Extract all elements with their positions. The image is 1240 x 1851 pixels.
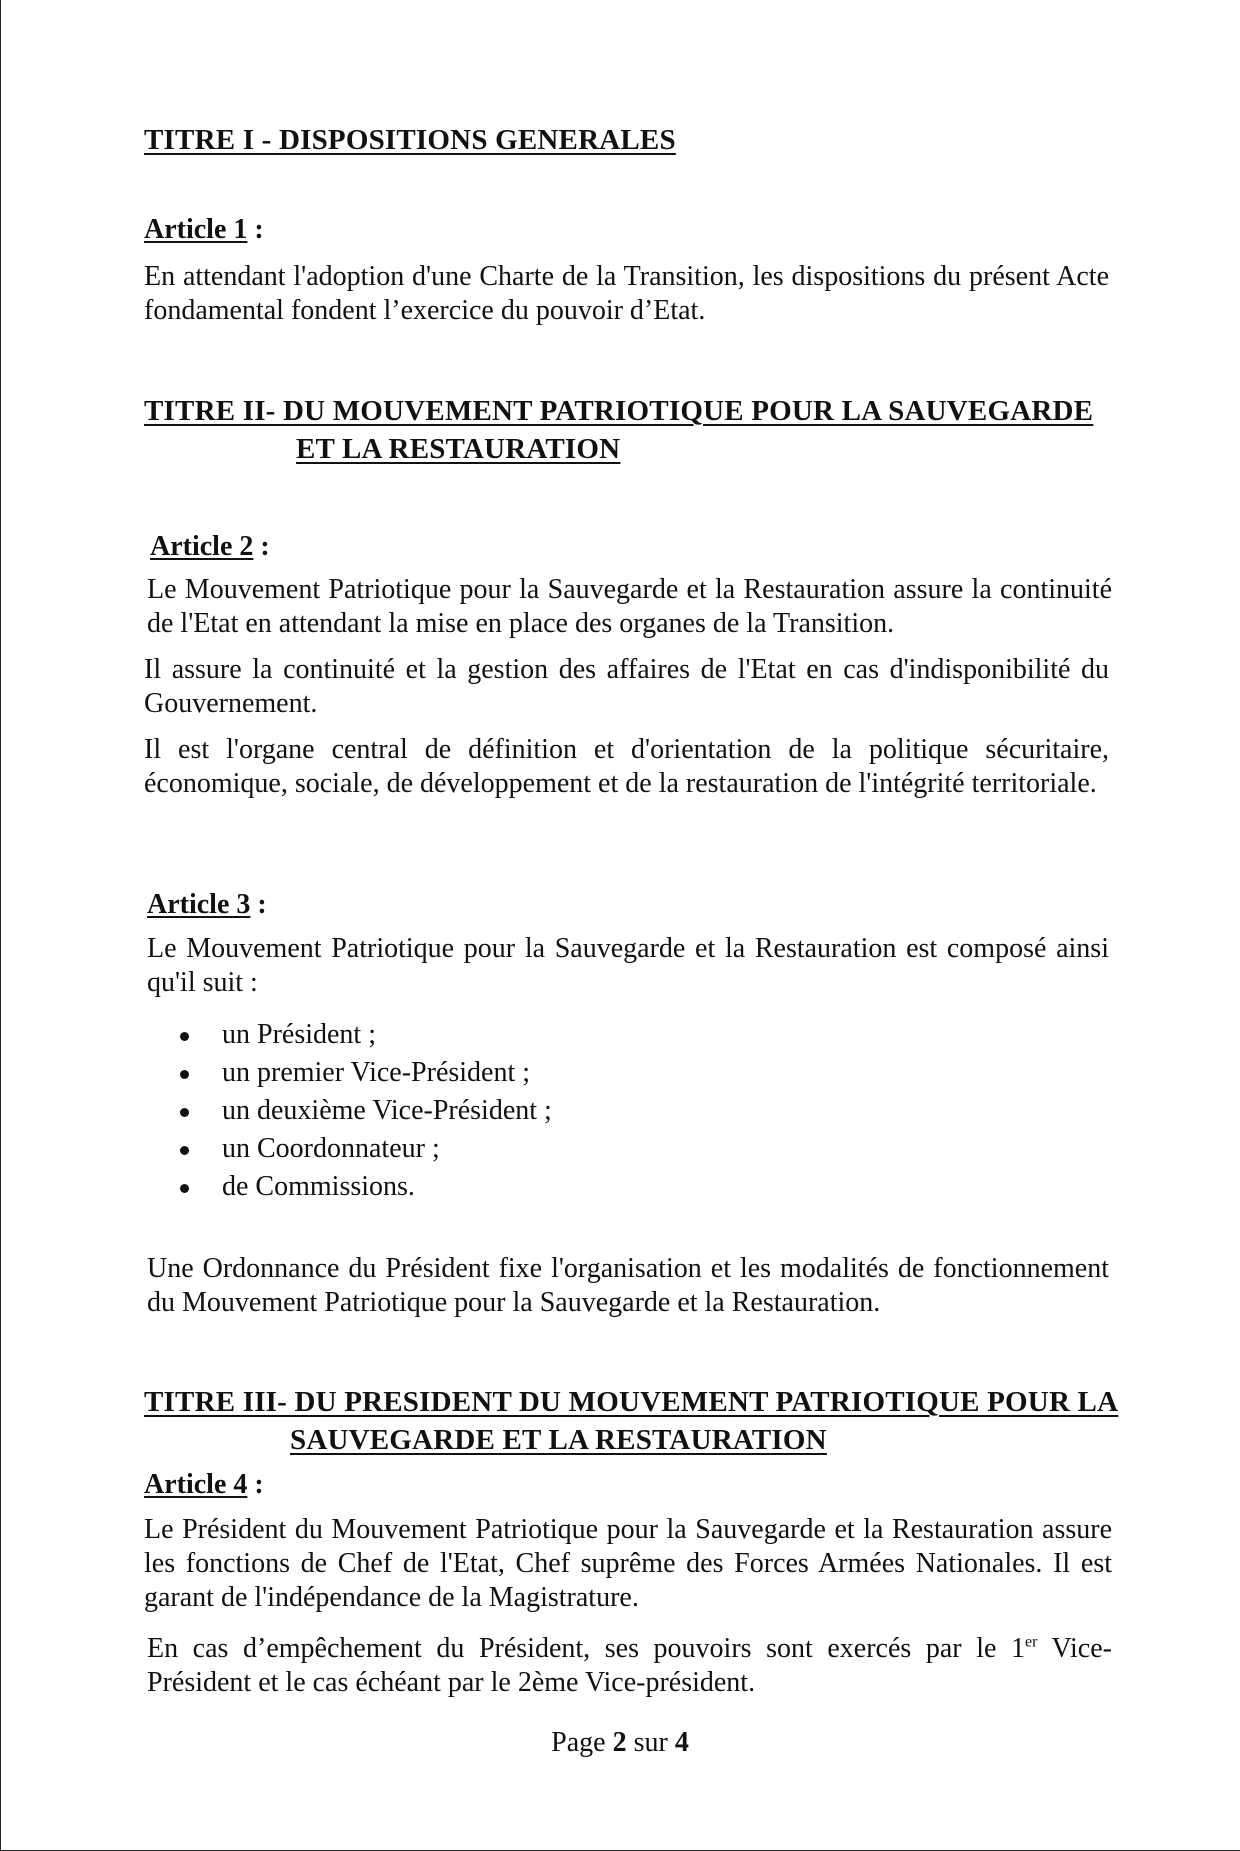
titre-1-heading bbox=[144, 121, 676, 159]
article-4-paragraph-2 bbox=[147, 1632, 1112, 1700]
article-2-colon: : bbox=[253, 531, 270, 562]
article-2-paragraph-1: Le Mouvement Patriotique pour la Sauvegarde et la Restauration assure la continuité de l'Etat en attendant la mise en place des organes de la Transition. bbox=[147, 574, 1112, 639]
article-1-label: Article 1 bbox=[144, 214, 248, 245]
article-2-label: Article 2 bbox=[150, 531, 254, 562]
article-4-p2-before: En cas d’empêchement du Président, ses pouvoirs sont exercés par le 1 bbox=[147, 1633, 1025, 1664]
titre-2-line-2: ET LA RESTAURATION bbox=[296, 433, 621, 465]
article-3-paragraph-1: Le Mouvement Patriotique pour la Sauvegarde et la Restauration est composé ainsi qu'il suit : bbox=[147, 933, 1109, 998]
article-3-composition-list bbox=[176, 1016, 976, 1206]
titre-3-heading bbox=[144, 1383, 1119, 1459]
article-4-paragraph-1: Le Président du Mouvement Patriotique pour la Sauvegarde et la Restauration assure les fonctions de Chef de l'Etat, Chef suprême des Forces Armées Nationales. Il est garant de l'indépendance de la Magistrature. bbox=[144, 1514, 1112, 1613]
footer-page-number: 2 bbox=[612, 1727, 627, 1758]
list-item: un premier Vice-Président ; bbox=[176, 1054, 976, 1092]
article-4-heading bbox=[144, 1468, 264, 1502]
article-4-p2-superscript: er bbox=[1024, 1633, 1038, 1651]
page-footer bbox=[0, 1726, 1240, 1760]
article-2-paragraph-2: Il assure la continuité et la gestion des affaires de l'Etat en cas d'indisponibilité du Gouvernement. bbox=[144, 654, 1109, 719]
article-2-heading bbox=[150, 530, 270, 564]
list-item: un Coordonnateur ; bbox=[176, 1130, 976, 1168]
footer-prefix: Page bbox=[551, 1727, 613, 1758]
article-4-colon: : bbox=[247, 1469, 264, 1500]
article-1-colon: : bbox=[247, 214, 264, 245]
article-3-paragraph-2: Une Ordonnance du Président fixe l'organisation et les modalités de fonctionnement du Mouvement Patriotique pour la Sauvegarde et la Restauration. bbox=[147, 1253, 1109, 1318]
titre-2-heading bbox=[144, 392, 1114, 468]
list-item: un deuxième Vice-Président ; bbox=[176, 1092, 976, 1130]
titre-3-line-1: TITRE III- DU PRESIDENT DU MOUVEMENT PATRIOTIQUE POUR LA bbox=[144, 1386, 1119, 1418]
article-3-heading bbox=[147, 888, 267, 922]
titre-3-line-2: SAUVEGARDE ET LA RESTAURATION bbox=[290, 1424, 827, 1456]
list-item: un Président ; bbox=[176, 1016, 976, 1054]
article-1-paragraph-1: En attendant l'adoption d'une Charte de la Transition, les dispositions du présent Acte fondamental fondent l’exercice du pouvoir d’Etat. bbox=[144, 261, 1109, 326]
titre-1-text: TITRE I - DISPOSITIONS GENERALES bbox=[144, 124, 676, 156]
list-item: de Commissions. bbox=[176, 1168, 976, 1206]
article-4-label: Article 4 bbox=[144, 1469, 248, 1500]
article-2-paragraph-3: Il est l'organe central de définition et d'orientation de la politique sécuritaire, économique, sociale, de développement et de la restauration de l'intégrité territoriale. bbox=[144, 734, 1109, 799]
article-3-label: Article 3 bbox=[147, 889, 251, 920]
footer-middle: sur bbox=[626, 1727, 675, 1758]
titre-2-line-1: TITRE II- DU MOUVEMENT PATRIOTIQUE POUR LA SAUVEGARDE bbox=[144, 395, 1094, 427]
article-3-colon: : bbox=[250, 889, 267, 920]
footer-page-total: 4 bbox=[674, 1727, 689, 1758]
article-4-p2-after: Vice-Président et le cas échéant par le 2ème Vice-président. bbox=[147, 1633, 1112, 1698]
article-1-heading bbox=[144, 213, 264, 247]
